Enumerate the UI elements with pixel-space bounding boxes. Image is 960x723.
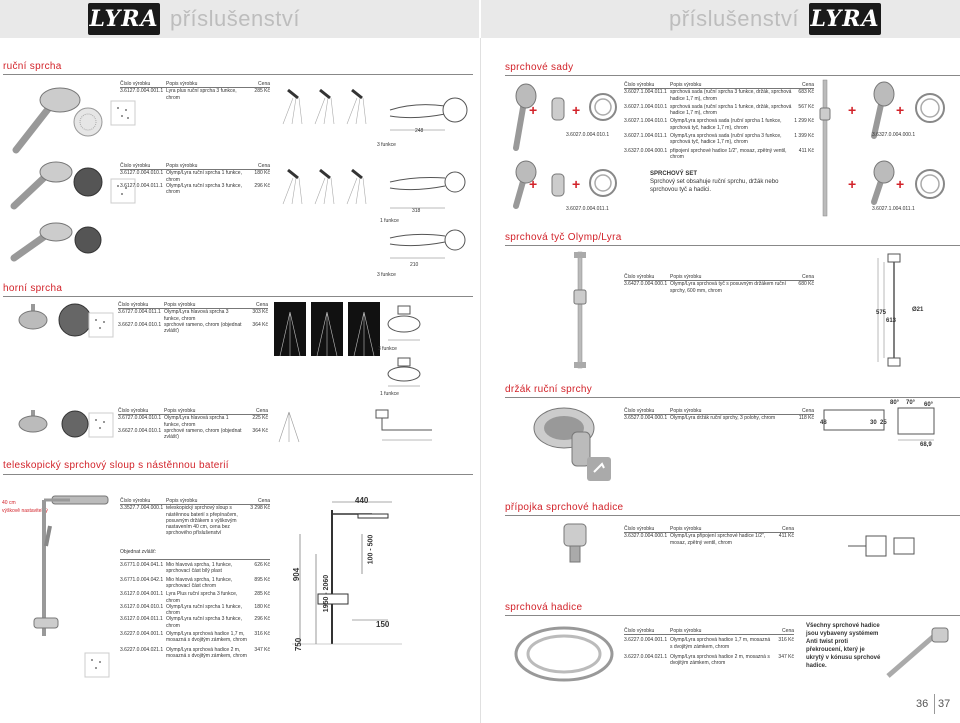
set-code-2: 3.6027.0.004.011.1 [566,206,609,212]
set-hand-shower-image-3 [866,160,896,206]
height-note: 40 cm [2,500,16,506]
table-row: 3.6127.0.004.010.1 Olymp/Lyra ruční sprcha 1 funkce, chrom 180 Kč [120,170,270,183]
table-bar: Číslo výrobku Popis výrobku Cena 3.6427.0.004.000.1 Olymp/Lyra sprchová tyč s posuvným držákem ruční sprchy, 600 mm, chrom 680 Kč [624,274,814,294]
section-rucni-sprcha: ruční sprcha [3,61,62,72]
page-gutter [480,38,481,723]
caption-1-funkce-b: 1 funkce [380,391,399,397]
hose-end-image [884,626,954,682]
shower-bar-image [570,250,590,370]
table-row: 3.6527.0.004.000.1 Olymp/Lyra držák ruční sprchy, 3 polohy, chrom 118 Kč [624,415,814,422]
head-shower-drawing-2 [384,356,424,390]
spray-photos [278,166,374,206]
olymp-hand-shower-image [8,160,108,210]
table-sets: Číslo výrobku Popis výrobku Cena 3.6027.1.004.011.1 sprchová sada (ruční sprcha 3 funkce, držák, sprchová hadice 1,7 m), chrom 683 Kč 3.6027.1.004.010.1 sprchová sada (ruční sprcha 1 funkce, držák, sprchová hadice 1,7 m), chrom 567 Kč 3.6027.1.004.010.1 Olymp/Lyra sprchová sada (ruční sprcha 1 funkce, sprchová tyč, hadice 1,7 m), chrom 1 299 Kč 3.6027.1.004.011.1 Olymp/Lyra sprchová sada (ruční sprcha 3 funkce, sprchová tyč, hadice 1,7 m), chrom 1 399 Kč 3.6327.0.004.000.1 připojení sprchové hadice 1/2", mosaz, zpětný ventil, chrom 411 Kč [624,82,814,160]
plus-icon: + [896,102,905,118]
hose-image [912,166,948,202]
dim-210: 210 [410,262,419,268]
holder-icon [586,456,612,482]
dim-80: 80° [890,400,900,406]
table-row: 3.6127.0.004.011.1 Olymp/Lyra ruční sprcha 3 funkce, chrom 296 Kč [120,182,270,196]
dim-248: 248 [415,128,424,134]
spray-pattern-icon [88,312,114,338]
table-row: 3.6771.0.004.042.1 Mio hlavová sprcha, 1 funkce, sprchovací část chrom 895 Kč [120,576,270,589]
table-row: 3.6427.0.004.000.1 Olymp/Lyra sprchová tyč s posuvným držákem ruční sprchy, 600 mm, chrom 680 Kč [624,281,814,294]
plus-icon: + [848,102,857,118]
set-hand-shower-image-2 [866,80,896,140]
table-holder: Číslo výrobku Popis výrobku Cena 3.6527.0.004.000.1 Olymp/Lyra držák ruční sprchy, 3 polohy, chrom 118 Kč [624,408,814,422]
hand-shower-drawing [385,90,475,140]
left-header-title: příslušenství [170,6,300,31]
table-row: 3.6771.0.004.041.1 Mio hlavová sprcha, 1 funkce, sprchovací část bílý plast 626 Kč [120,562,270,575]
hose-note: Všechny sprchové hadice jsou vybaveny systémem Anti twist proti překroucení, který je ukrytý v kónusu sprchové hadice. [806,623,881,669]
table-row: 3.6327.0.004.000.1 Olymp/Lyra připojení sprchové hadice 1/2", mosaz, zpětný ventil, chrom 411 Kč [624,533,794,546]
section-drzak: držák ruční sprchy [505,384,593,395]
table-row: 3.6227.0.004.021.1 Olymp/Lyra sprchová hadice 2 m, mosazná s dvojitým zámkem, chrom 347 Kč [624,653,794,667]
dim-150: 150 [376,620,390,629]
column-technical-drawing [292,494,402,674]
dim-60: 60° [924,402,934,408]
table-connector: Číslo výrobku Popis výrobku Cena 3.6327.0.004.000.1 Olymp/Lyra připojení sprchové hadice 1/2", mosaz, zpětný ventil, chrom 411 Kč [624,526,794,546]
dim-904: 904 [292,567,302,582]
dim-25: 25 [880,420,887,426]
caption-3-funkce-b: 3 funkce [377,272,396,278]
table-row: 3.3527.7.004.000.1 teleskopický sprchový sloup s nástěnnou baterií s přepínačem, posuvným držákem s výškovým nastavením 40 cm, cena bez sprchového příslušenství 3 298 Kč [120,505,270,537]
plus-icon: + [529,176,538,192]
hose-photo [510,622,618,686]
plus-icon: + [896,176,905,192]
set-code-4: 3.6027.1.004.011.1 [872,206,915,212]
table-lyra-plus: Číslo výrobku Popis výrobku Cena 3.6127.0.004.001.1 Lyra plus ruční sprcha 3 funkce, chrom 285 Kč [120,81,270,101]
shower-arm-drawing [372,406,442,446]
section-sprchova-tyc: sprchová tyč Olymp/Lyra [505,232,622,243]
table-olymp-hand: Číslo výrobku Popis výrobku Cena 3.6127.0.004.010.1 Olymp/Lyra ruční sprcha 1 funkce, chrom 180 Kč 3.6127.0.004.011.1 Olymp/Lyra ruční sprcha 3 funkce, chrom 296 Kč [120,163,270,196]
dim-1950: 1950 - 2060 [323,574,331,613]
table-head-shower-1: Číslo výrobku Popis výrobku Cena 3.6727.0.004.010.1 Olymp/Lyra hlavová sprcha 1 funkce, chrom 225 Kč 3.6627.0.004.010.1 sprchové rameno, chrom (objednat zvlášť) 364 Kč [118,408,268,441]
head-spray-photos [274,302,380,356]
shower-drawing [385,228,475,264]
hose-image [588,90,618,124]
dim-30: 30 [870,420,877,426]
set-note-title: SPRCHOVÝ SET [650,171,698,177]
dim-575: 575 [876,310,887,316]
right-header-title: příslušenství [669,6,799,31]
head-spray-photo [274,408,304,444]
lyra-logo-right: LYRA [809,3,881,35]
holder-image [548,94,568,124]
plus-icon: + [572,176,581,192]
dim-70: 70° [906,400,916,406]
table-row: 3.6127.0.004.001.1 Lyra Plus ruční sprcha 3 funkce, chrom 285 Kč [120,591,270,604]
divider [3,74,473,75]
table-row: 3.6127.0.004.010.1 Olymp/Lyra ruční sprcha 1 funkce, chrom 180 Kč [120,603,270,617]
page-number-left: 36 [916,698,929,710]
section-pripojka: přípojka sprchové hadice [505,502,624,513]
dim-750: 750 [294,637,304,652]
divider [505,515,960,516]
dim-613: 613 [886,318,897,324]
spray-pattern-icon [88,412,114,438]
connector-photo [560,520,590,570]
spray-pattern-icon [110,100,136,126]
caption-3-funkce-c: 3 funkce [378,346,397,352]
olymp-hand-shower-image [8,222,108,262]
divider [505,615,960,616]
spray-photos [278,86,374,126]
page-number-right: 37 [938,698,951,710]
caption-1-funkce: 1 funkce [380,218,399,224]
table-row: 3.6227.0.004.001.1 Olymp/Lyra sprchová hadice 1,7 m, mosazná s dvojitým zámkem, chrom 316 Kč [624,637,794,650]
dim-48: 48 [820,420,827,426]
section-horni-sprcha: horní sprcha [3,283,63,294]
table-row: 3.6327.0.004.000.1 připojení sprchové hadice 1/2", mosaz, zpětný ventil, chrom 411 Kč [624,147,814,160]
set-code-3: 3.6327.0.004.000.1 [872,132,916,138]
lyra-logo: LYRA [88,3,160,35]
divider [505,75,960,76]
table-row: 3.6727.0.004.011.1 Olymp/Lyra hlavová sprcha 3 funkce, chrom 303 Kč [118,309,268,322]
hose-image [912,90,948,126]
caption-3-funkce: 3 funkce [377,142,396,148]
dim-21: Ø21 [912,307,924,313]
table-row: 3.6727.0.004.010.1 Olymp/Lyra hlavová sprcha 1 funkce, chrom 225 Kč [118,415,268,428]
hose-image [588,166,618,200]
set-code-1: 3.6027.0.004.010.1 [566,132,610,138]
set-note-text: Sprchový set obsahuje ruční sprchu, držák nebo sprchovou tyč a hadici. [650,179,779,193]
dim-318: 318 [412,208,421,214]
height-note-2: výškově nastavitelný [2,508,48,514]
table-row: 3.6627.0.004.010.1 sprchové rameno, chrom (objednat zvlášť) 364 Kč [118,321,268,335]
table-row: 3.6627.0.004.010.1 sprchové rameno, chrom (objednat zvlášť) 364 Kč [118,427,268,441]
dim-100-500: 100 - 500 [367,534,375,565]
divider [3,474,473,475]
plus-icon: + [848,176,857,192]
hand-shower-image [8,84,108,154]
table-row: 3.6027.1.004.011.1 sprchová sada (ruční sprcha 3 funkce, držák, sprchová hadice 1,7 m), chrom 683 Kč [624,89,814,102]
table-row: 3.6027.1.004.010.1 sprchová sada (ruční sprcha 1 funkce, držák, sprchová hadice 1,7 m), chrom 567 Kč [624,103,814,117]
table-row: 3.6227.0.004.021.1 Olymp/Lyra sprchová hadice 2 m, mosazná s dvojitým zámkem, chrom 347 Kč [120,646,270,659]
table-hose: Číslo výrobku Popis výrobku Cena 3.6227.0.004.001.1 Olymp/Lyra sprchová hadice 1,7 m, mosazná s dvojitým zámkem, chrom 316 Kč 3.6227.0.004.021.1 Olymp/Lyra sprchová hadice 2 m, mosazná s dvojitým zámkem, chrom 347 Kč [624,628,794,667]
plus-icon: + [572,102,581,118]
section-teleskopicky: teleskopický sprchový sloup s nástěnnou baterií [3,460,229,471]
section-sprchove-sady: sprchové sady [505,62,574,73]
table-row: 3.6127.0.004.011.1 Olymp/Lyra ruční sprcha 3 funkce, chrom 296 Kč [120,616,270,629]
table-head-shower-3: Číslo výrobku Popis výrobku Cena 3.6727.0.004.011.1 Olymp/Lyra hlavová sprcha 3 funkce, chrom 303 Kč 3.6627.0.004.010.1 sprchové rameno, chrom (objednat zvlášť) 364 Kč [118,302,268,335]
set-shower-bar-image [818,78,832,218]
shower-column-image [30,486,110,652]
table-column: Číslo výrobku Popis výrobku Cena 3.3527.7.004.000.1 teleskopický sprchový sloup s nástěnnou baterií s přepínačem, posuvným držákem s výškovým nastavením 40 cm, cena bez sprchového příslušenství 3 298 Kč Objednat zvlášť: 3.6771.0.004.041.1 Mio hlavová sprcha, 1 funkce, sprchovací část bílý plast 626 Kč 3.6771.0.004.042.1 Mio hlavová sprcha, 1 funkce, sprchovací část chrom 895 Kč 3.6127.0.004.001.1 Lyra Plus ruční sprcha 3 funkce, chrom 285 Kč 3.6127.0.004.010.1 Olymp/Lyra ruční sprcha 1 funkce, chrom 180 Kč 3.6127.0.004.011.1 Olymp/Lyra ruční sprcha 3 funkce, chrom 296 Kč 3.6227.0.004.001.1 Olymp/Lyra sprchová hadice 1,7 m, mosazná s dvojitým zámkem, chrom 316 Kč 3.6227.0.004.021.1 Olymp/Lyra sprchová hadice 2 m, mosazná s dvojitým zámkem, chrom 347 Kč [120,498,270,659]
page-number-separator [934,694,935,714]
divider [3,296,473,297]
left-header [0,0,479,38]
table-row: 3.6227.0.004.001.1 Olymp/Lyra sprchová hadice 1,7 m, mosazná s dvojitým zámkem, chrom 316 Kč [120,631,270,644]
head-shower-drawing [384,304,424,344]
spray-pattern-icon [84,652,110,678]
plus-icon: + [529,102,538,118]
table-row: 3.6027.1.004.010.1 Olymp/Lyra sprchová sada (ruční sprcha 1 funkce, sprchová tyč, hadice 1,7 m), chrom 1 299 Kč [624,118,814,131]
table-row: 3.6027.1.004.011.1 Olymp/Lyra sprchová sada (ruční sprcha 3 funkce, sprchová tyč, hadice 1,7 m), chrom 1 399 Kč [624,133,814,146]
olymp-shower-drawing [385,168,475,218]
holder-image [548,170,568,200]
divider [505,245,960,246]
section-hadice: sprchová hadice [505,602,583,613]
dim-68: 68,9 [920,442,932,448]
table-row: 3.6127.0.004.001.1 Lyra plus ruční sprcha 3 funkce, chrom 285 Kč [120,88,270,101]
dim-440: 440 [355,496,369,505]
connector-technical-drawing [842,526,922,566]
right-header [481,0,960,38]
order-separately-label: Objednat zvlášť: [120,548,157,555]
